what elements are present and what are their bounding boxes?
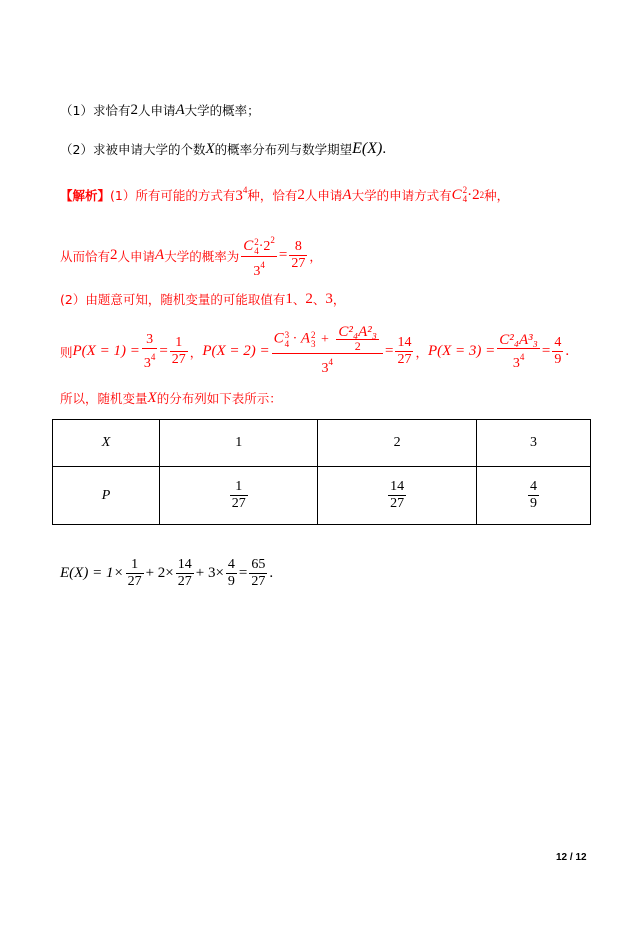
sol3-sep-1: 、 (292, 292, 306, 307)
distribution-table (52, 419, 591, 525)
sol4-ze: 则 (60, 344, 73, 360)
sol2-text-1: 从而恰有 (60, 248, 111, 264)
p-x-3-equals: = (541, 343, 551, 359)
table-cell-p-2: $\frac{14}{27}$ (318, 467, 476, 525)
sol4-comma-2: ， (415, 344, 428, 360)
expectation-lhs: E(X) = 1× (60, 565, 124, 581)
solution-line-2 (60, 232, 322, 280)
expectation-term-3: + 3× (195, 565, 224, 581)
q2-variable: X (205, 140, 215, 157)
sol1-text-1: (1）所有可能的方式有 (110, 188, 236, 203)
sol5-text-1: 所以，随机变量 (60, 391, 148, 406)
solution-line-1 (60, 185, 509, 205)
sol3-value-1: 1 (285, 290, 293, 307)
sol3-text: (2）由题意可知，随机变量的可能取值有 (60, 292, 286, 307)
solution-line-4 (60, 326, 569, 377)
p-x-1-equals: = (159, 343, 168, 359)
expectation-equals: = (238, 565, 248, 581)
p-x-1-label: P(X = 1) = (72, 343, 140, 359)
table-cell-x-2: 2 (318, 420, 476, 467)
sol2-variable: A (155, 247, 165, 264)
sol4-comma-1: ， (189, 344, 203, 360)
p-x-2-equals: = (384, 343, 394, 359)
sol1-power: $3^4$ (235, 185, 248, 204)
p-x-3-label: P(X = 3) = (427, 343, 496, 359)
sol1-combination: C 2 4 ·2 2 (451, 185, 485, 204)
page-number: 12 / 12 (556, 852, 587, 863)
sol1-text-5: 种， (484, 188, 510, 203)
sol2-text-3: 大学的概率为 (164, 248, 240, 264)
q1-variable: A (175, 101, 185, 118)
table-cell-x-3: 3 (476, 420, 590, 467)
expectation-fraction-1: $\frac{1}{27}$ (127, 557, 142, 589)
p-x-1-fraction: $\frac{3}{3^4}$ (143, 331, 156, 371)
q2-prefix: （2）求被申请大学的个数 (60, 142, 206, 157)
expectation-result: $\frac{65}{27}$ (251, 557, 266, 589)
sol2-result-fraction: $\frac{8}{27}$ (291, 239, 306, 272)
solution-line-3 (60, 290, 345, 308)
sol3-value-2: 2 (305, 290, 313, 307)
sol1-text-3: 人申请 (304, 188, 343, 203)
q2-mid: 的概率分布列与数学期望 (214, 142, 353, 157)
expectation-end: . (269, 565, 274, 581)
expectation-fraction-2: $\frac{14}{27}$ (177, 557, 192, 589)
q1-number: 2 (130, 101, 138, 118)
q2-expectation: E(X) (352, 140, 383, 157)
sol3-value-3: 3 (325, 290, 333, 307)
p-x-2-label: P(X = 2) = (202, 343, 270, 359)
sol2-equals: = (278, 247, 288, 264)
sol1-variable: A (342, 186, 352, 203)
sol1-text-4: 大学的申请方式有 (351, 188, 452, 203)
table-cell-x-label: X (53, 420, 160, 467)
q1-suffix: 大学的概率； (184, 103, 260, 118)
q1-mid: 人申请 (137, 103, 176, 118)
q1-prefix: （1）求恰有 (60, 103, 131, 118)
solution-line-5 (60, 389, 282, 407)
table-cell-p-label: P (53, 467, 160, 525)
sol3-end: ， (332, 292, 346, 307)
expectation-term-2: + 2× (145, 565, 174, 581)
sol1-text-2: 种，恰有 (247, 188, 298, 203)
table-cell-x-1: 1 (160, 420, 318, 467)
p-x-1-result: $\frac{1}{27}$ (171, 335, 186, 367)
expectation-fraction-3: $\frac{4}{9}$ (227, 557, 235, 589)
table-cell-p-3: $\frac{4}{9}$ (476, 467, 590, 525)
sol2-fraction: C 2 4 $\cdot 2^2$ $3^4$ (241, 232, 277, 280)
q2-end: . (382, 140, 387, 157)
table-header-row (53, 420, 591, 467)
p-x-2-fraction: C 3 4 · A 2 3 + $\frac{\text{C²₄A²₃}}{2}$ $3^4$ (272, 326, 383, 377)
sol2-text-2: 人申请 (117, 248, 156, 264)
p-x-3-fraction: $\frac{\text{C²₄A³₃}}{3^4}$ (499, 331, 538, 371)
sol5-variable: X (147, 389, 157, 406)
sol1-number: 2 (297, 186, 305, 203)
sol5-text-2: 的分布列如下表所示： (156, 391, 282, 406)
p-x-3-result: $\frac{4}{9}$ (554, 335, 562, 367)
question-1 (60, 101, 260, 119)
p-x-2-result: $\frac{14}{27}$ (397, 335, 412, 367)
table-cell-p-1: $\frac{1}{27}$ (160, 467, 318, 525)
table-prob-row (53, 467, 591, 525)
sol3-sep-2: 、 (312, 292, 326, 307)
sol2-end: ， (309, 248, 322, 264)
expectation-formula (60, 557, 273, 590)
sol4-end: . (565, 343, 570, 359)
sol2-number: 2 (110, 247, 118, 264)
question-2 (60, 140, 386, 158)
solution-tag: 【解析】 (60, 188, 111, 203)
